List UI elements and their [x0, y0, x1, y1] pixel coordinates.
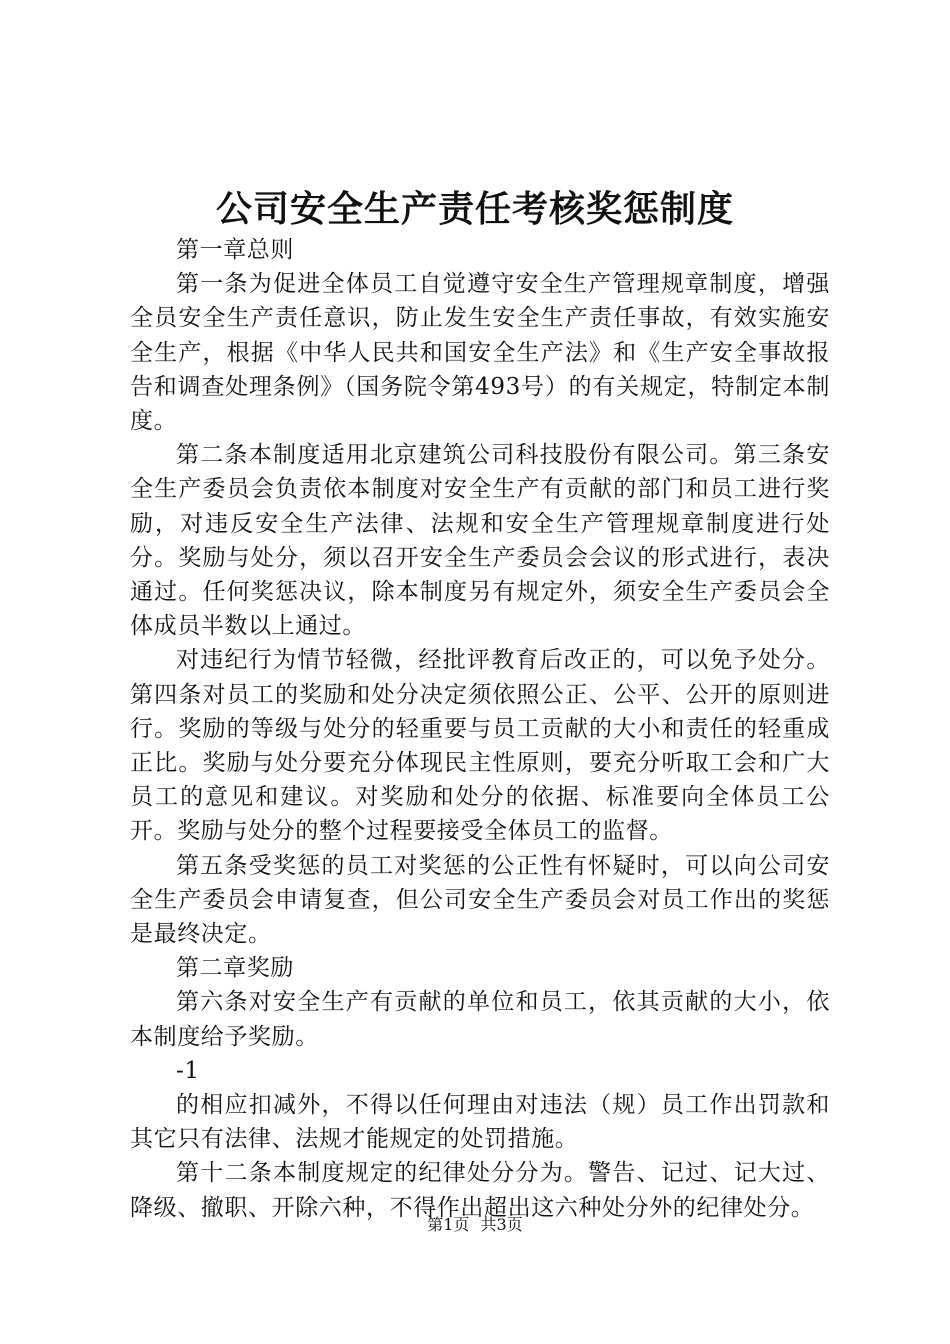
page-footer — [0, 1213, 950, 1237]
paragraph: 第一条为促进全体员工自觉遵守安全生产管理规章制度，增强全员安全生产责任意识，防止发生安全生产责任事故，有效实施安全生产，根据《中华人民共和国安全生产法》和《生产安全事故报告和调查处理条例》（国务院令第493号）的有关规定，特制定本制度。 — [130, 271, 830, 435]
paragraph: 第六条对安全生产有贡献的单位和员工，依其贡献的大小，依本制度给予奖励。 — [130, 989, 830, 1050]
page-total: 共3页 — [480, 1215, 523, 1234]
page-number: 第1页 — [427, 1215, 470, 1234]
document-title: 公司安全生产责任考核奖惩制度 — [215, 188, 734, 230]
paragraph: 第五条受奖惩的员工对奖惩的公正性有怀疑时，可以向公司安全生产委员会申请复查，但公司安全生产委员会对员工作出的奖惩是最终决定。 — [130, 852, 830, 948]
chapter-heading: 第二章奖励 — [176, 955, 294, 982]
paragraph: 对违纪行为情节轻微，经批评教育后改正的，可以免予处分。第四条对员工的奖励和处分决定须依照公正、公平、公开的原则进行。奖励的等级与处分的轻重要与员工贡献的大小和责任的轻重成正比。奖励与处分要充分体现民主性原则，要充分听取工会和广大员工的意见和建议。对奖励和处分的依据、标准要向全体员工公开。奖励与处分的整个过程要接受全体员工的监督。 — [130, 647, 830, 845]
page-marker: -1 — [176, 1057, 200, 1084]
paragraph: 第二条本制度适用北京建筑公司科技股份有限公司。第三条安全生产委员会负责依本制度对安全生产有贡献的部门和员工进行奖励，对违反安全生产法律、法规和安全生产管理规章制度进行处分。奖励与处分，须以召开安全生产委员会会议的形式进行，表决通过。任何奖惩决议，除本制度另有规定外，须安全生产委员会全体成员半数以上通过。 — [130, 442, 830, 640]
paragraph: 的相应扣减外，不得以任何理由对违法（规）员工作出罚款和其它只有法律、法规才能规定的处罚措施。 — [130, 1092, 830, 1153]
document-body — [130, 233, 830, 1225]
chapter-heading: 第一章总则 — [176, 237, 294, 263]
paragraph: 第十二条本制度规定的纪律处分分为。警告、记过、记大过、降级、撤职、开除六种，不得作出超出这六种处分外的纪律处分。 — [130, 1160, 830, 1221]
